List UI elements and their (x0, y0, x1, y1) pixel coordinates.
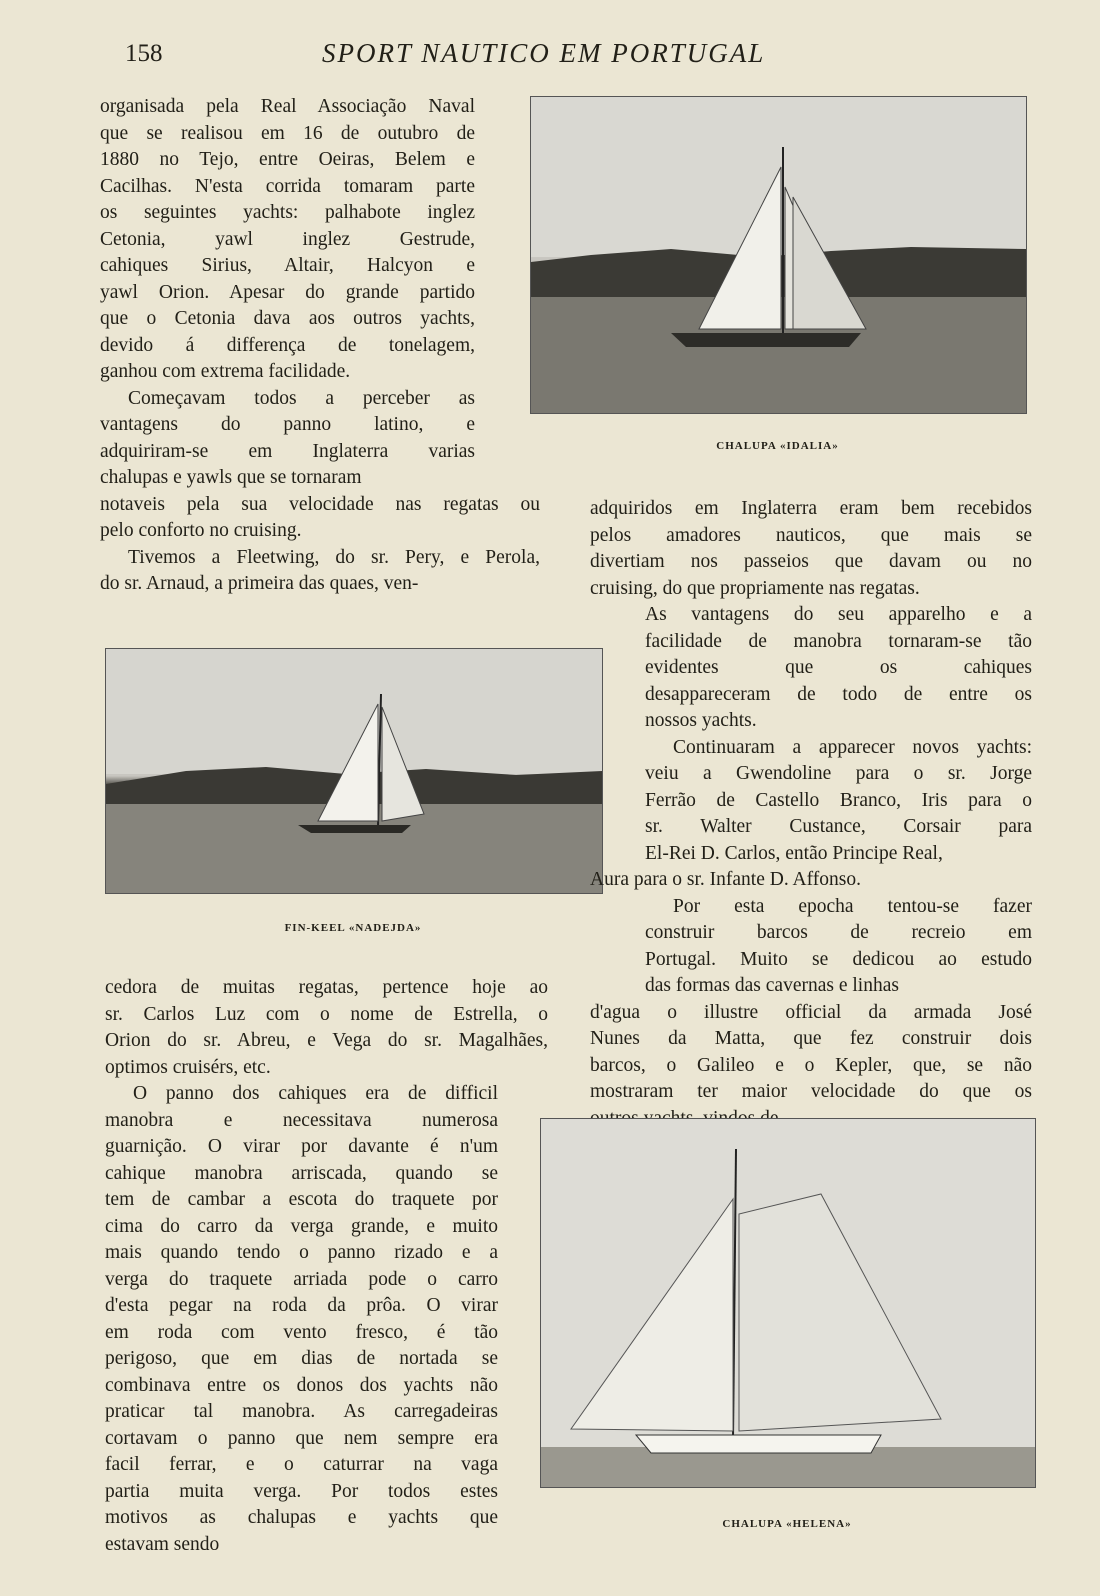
text-line: cortavam o panno que nem sempre era (105, 1427, 498, 1449)
text-line: Cetonia, yawl inglez Gestrude, (100, 228, 475, 250)
text-line: das formas das cavernas e linhas (645, 975, 899, 996)
paragraph-part (100, 545, 540, 598)
column-left-bottom (105, 975, 548, 1081)
text-line: El-Rei D. Carlos, então Principe Real, (645, 842, 943, 864)
paragraph (590, 1000, 1032, 1133)
text-line: Aura para o sr. Infante D. Affonso. (590, 869, 861, 890)
text-line: guarnição. O virar por davante é n'um (105, 1136, 498, 1157)
text-line: O panno dos cahiques era de difficil (133, 1083, 498, 1104)
text-line: As vantagens do seu apparelho e a (645, 604, 1032, 625)
paragraph (645, 894, 1032, 1000)
text-line: d'esta pegar na roda da prôa. O virar (105, 1295, 498, 1316)
text-line: evidentes que os cahiques (645, 657, 1032, 678)
text-line: divertiam nos passeios que davam ou no (590, 551, 1032, 572)
text-line: cedora de muitas regatas, pertence hoje ao (105, 977, 548, 998)
text-line: desappareceram de todo de entre os (645, 683, 1032, 705)
text-line: praticar tal manobra. As carregadeiras (105, 1401, 498, 1422)
paragraph (590, 496, 1032, 602)
text-line: facil ferrar, e o caturrar na vaga (105, 1454, 498, 1475)
text-line: mais quando tendo o panno rizado e a (105, 1242, 498, 1263)
text-line: mostraram ter maior velocidade do que os (590, 1081, 1032, 1102)
column-left-top (100, 94, 475, 492)
column-right-narrow-2 (645, 894, 1032, 1000)
paragraph (645, 602, 1032, 735)
text-line: Portugal. Muito se dedicou ao estudo (645, 948, 1032, 970)
text-line: Tivemos a Fleetwing, do sr. Pery, e Perola, (128, 546, 540, 568)
paragraph (645, 735, 1032, 868)
figure-helena-caption: CHALUPA «HELENA» (722, 1518, 852, 1530)
running-title: SPORT NAUTICO EM PORTUGAL (322, 38, 766, 68)
column-right-narrow (645, 602, 1032, 867)
text-line: construir barcos de recreio em (645, 922, 1032, 943)
paragraph (100, 386, 475, 492)
paragraph (590, 867, 1032, 894)
text-line: que se realisou em 16 de outubro de (100, 122, 475, 144)
text-line: verga do traquete arriada pode o carro (105, 1268, 498, 1290)
text-line: Orion do sr. Abreu, e Vega do sr. Magalhães, (105, 1030, 548, 1051)
text-line: perigoso, que em dias de nortada se (105, 1348, 498, 1369)
paragraph (100, 492, 540, 598)
figure-nadejda-caption: FIN-KEEL «NADEJDA» (284, 922, 422, 934)
text-line: Ferrão de Castello Branco, Iris para o (645, 789, 1032, 811)
text-line: devido á differença de tonelagem, (100, 334, 475, 356)
text-line: adquiriram-se em Inglaterra varias (100, 440, 475, 462)
text-line: pelo conforto no cruising. (100, 520, 302, 541)
text-line: organisada pela Real Associação Naval (100, 96, 475, 117)
figure-idalia-caption: CHALUPA «IDALIA» (716, 440, 839, 452)
text-line: cahiques Sirius, Altair, Halcyon e (100, 255, 475, 276)
figure-nadejda-photo (105, 648, 603, 894)
text-line: cahique manobra arriscada, quando se (105, 1162, 498, 1184)
column-left-mid (100, 492, 540, 598)
text-line: adquiridos em Inglaterra eram bem recebidos (590, 498, 1032, 519)
text-line: sr. Carlos Luz com o nome de Estrella, o (105, 1003, 548, 1025)
paragraph (105, 975, 548, 1081)
text-line: tem de cambar a escota do traquete por (105, 1189, 498, 1210)
text-line: motivos as chalupas e yachts que (105, 1507, 498, 1528)
text-line: vantagens do panno latino, e (100, 414, 475, 435)
text-line: barcos, o Galileo e o Kepler, que, se não (590, 1054, 1032, 1076)
text-line: pelos amadores nauticos, que mais se (590, 524, 1032, 546)
text-line: combinava entre os donos dos yachts não (105, 1374, 498, 1396)
text-line: Continuaram a apparecer novos yachts: (673, 736, 1032, 758)
column-left-bottom-narrow (105, 1081, 498, 1558)
paragraph (100, 94, 475, 386)
column-right-top (590, 496, 1032, 602)
text-line: facilidade de manobra tornaram-se tão (645, 630, 1032, 652)
text-line: estavam sendo (105, 1533, 220, 1555)
text-line: Nunes da Matta, que fez construir dois (590, 1028, 1032, 1049)
text-line: chalupas e yawls que se tornaram (100, 467, 362, 488)
text-line: 1880 no Tejo, entre Oeiras, Belem e (100, 149, 475, 170)
text-line: nossos yachts. (645, 710, 757, 731)
paragraph (105, 1081, 498, 1558)
figure-helena-photo (540, 1118, 1036, 1488)
text-line: Por esta epocha tentou-se fazer (673, 895, 1032, 917)
text-line: optimos cruisérs, etc. (105, 1056, 271, 1078)
figure-idalia-photo (530, 96, 1027, 414)
text-line: em roda com vento fresco, é tão (105, 1321, 498, 1343)
text-line: sr. Walter Custance, Corsair para (645, 816, 1032, 837)
text-line: notaveis pela sua velocidade nas regatas ou (100, 493, 540, 515)
text-line: manobra e necessitava numerosa (105, 1109, 498, 1131)
paragraph-part (100, 492, 540, 545)
column-right-wide-2 (590, 1000, 1032, 1133)
text-line: d'agua o illustre official da armada José (590, 1001, 1032, 1023)
text-line: Começavam todos a perceber as (128, 387, 475, 409)
text-line: partia muita verga. Por todos estes (105, 1480, 498, 1502)
text-line: veiu a Gwendoline para o sr. Jorge (645, 763, 1032, 784)
text-line: cima do carro da verga grande, e muito (105, 1215, 498, 1237)
column-right-wide (590, 867, 1032, 894)
text-line: que o Cetonia dava aos outros yachts, (100, 308, 475, 329)
page-number: 158 (125, 40, 163, 67)
text-line: os seguintes yachts: palhabote inglez (100, 202, 475, 223)
text-line: cruising, do que propriamente nas regatas. (590, 577, 920, 599)
text-line: Cacilhas. N'esta corrida tomaram parte (100, 175, 475, 197)
text-line: ganhou com extrema facilidade. (100, 361, 351, 382)
text-line: yawl Orion. Apesar do grande partido (100, 281, 475, 303)
text-line: do sr. Arnaud, a primeira das quaes, ven- (100, 573, 419, 594)
